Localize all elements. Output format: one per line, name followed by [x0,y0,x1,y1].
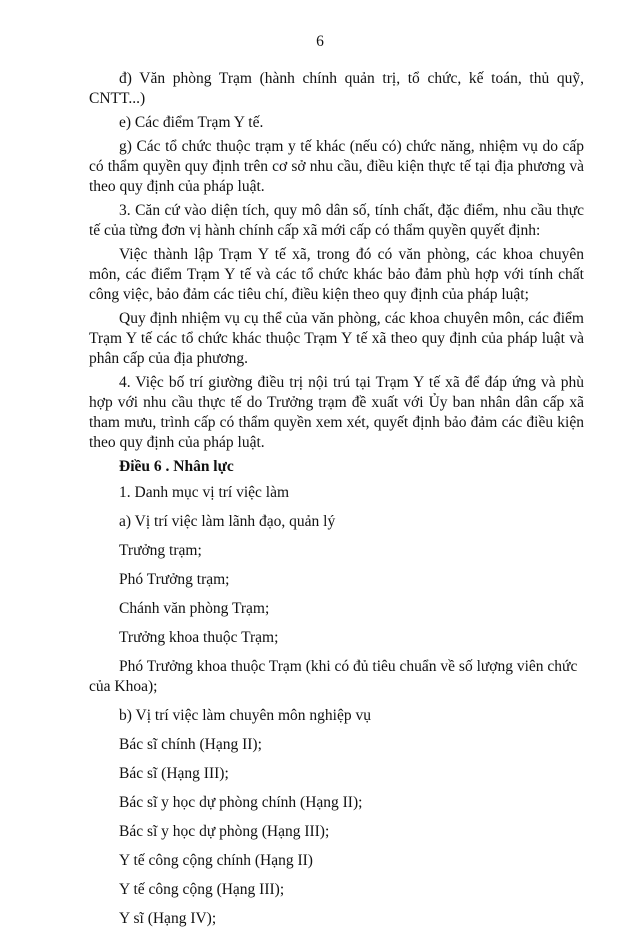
list-item: Phó Trưởng khoa thuộc Trạm (khi có đủ tiêu chuẩn về số lượng viên chức của Khoa); [89,658,578,695]
list-item: Bác sĩ y học dự phòng (Hạng III); [119,823,330,840]
paragraph-duties: Quy định nhiệm vụ cụ thể của văn phòng, các khoa chuyên môn, các điểm Trạm Y tế các tổ chức khác thuộc Trạm Y tế xã theo quy định của pháp luật và phân cấp của địa phương. [89,310,584,367]
list-item: Bác sĩ chính (Hạng II); [119,736,262,753]
list-item: Phó Trưởng trạm; [119,571,230,588]
document-body [89,69,584,938]
page-number: 6 [316,33,324,50]
paragraph-office: đ) Văn phòng Trạm (hành chính quản trị, tổ chức, kế toán, thủ quỹ, CNTT...) [89,70,584,107]
list-item: 1. Danh mục vị trí việc làm [119,484,290,501]
list-item: Bác sĩ (Hạng III); [119,765,229,782]
list-item: Trưởng trạm; [119,542,202,559]
position-list [89,483,584,929]
list-item: Trưởng khoa thuộc Trạm; [119,629,279,646]
paragraph-clause-3: 3. Căn cứ vào diện tích, quy mô dân số, tính chất, đặc điểm, nhu cầu thực tế của từng đơn vị hành chính cấp xã mới cấp có thẩm quyền quyết định: [89,202,584,239]
list-item: b) Vị trí việc làm chuyên môn nghiệp vụ [119,707,371,724]
paragraph-health-points: e) Các điểm Trạm Y tế. [119,114,264,131]
paragraph-other-organizations: g) Các tổ chức thuộc trạm y tế khác (nếu có) chức năng, nhiệm vụ do cấp có thẩm quyền quy định trên cơ sở nhu cầu, điều kiện thực tế tại địa phương và theo quy định của pháp luật. [89,138,584,195]
list-item: Y sĩ (Hạng IV); [119,910,217,927]
paragraph-establishment: Việc thành lập Trạm Y tế xã, trong đó có văn phòng, các khoa chuyên môn, các điểm Trạm Y tế và các tổ chức khác bảo đảm phù hợp với tính chất công việc, bảo đảm các tiêu chí, điều kiện theo quy định của pháp luật; [89,246,584,303]
list-item: a) Vị trí việc làm lãnh đạo, quản lý [119,513,336,530]
list-item: Y tế công cộng (Hạng III); [119,881,285,898]
list-item: Bác sĩ y học dự phòng chính (Hạng II); [119,794,363,811]
list-item: Chánh văn phòng Trạm; [119,600,270,617]
list-item: Y tế công cộng chính (Hạng II) [119,852,313,869]
article-heading: Điều 6 . Nhân lực [119,458,234,475]
paragraph-clause-4: 4. Việc bố trí giường điều trị nội trú tại Trạm Y tế xã để đáp ứng và phù hợp với nhu cầu thực tế do Trưởng trạm đề xuất với Ủy ban nhân dân cấp xã tham mưu, trình cấp có thẩm quyền xem xét, quyết định bảo đảm các điều kiện theo quy định của pháp luật. [89,374,584,451]
